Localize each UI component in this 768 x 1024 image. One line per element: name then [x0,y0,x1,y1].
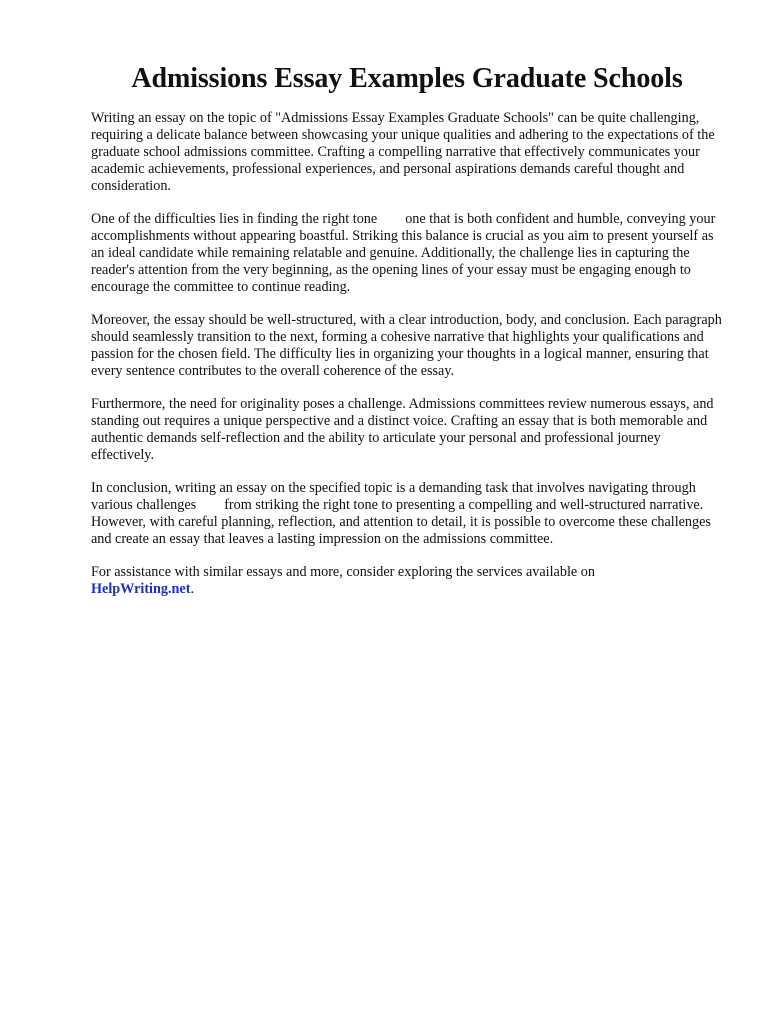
document-title: Admissions Essay Examples Graduate Schools [131,63,683,94]
helpwriting-link[interactable]: HelpWriting.net [91,581,191,597]
link-suffix: . [190,581,194,597]
tone-paragraph [91,211,723,296]
conclusion-paragraph [91,480,723,548]
assistance-paragraph [91,564,723,598]
tone-paragraph-lead: One of the difficulties lies in finding the right tone [91,211,378,227]
structure-paragraph: Moreover, the essay should be well-structured, with a clear introduction, body, and conclusion. Each paragraph should seamlessly transition to the next, forming a cohesive narrative that highlights your qualifications and passion for the chosen field. The difficulty lies in organizing your thoughts in a logical manner, ensuring that every sentence contributes to the overall coherence of the essay. [91,312,722,379]
tone-paragraph-rest: one that is both confident and humble, [405,211,624,227]
document-page [91,62,723,614]
conclusion-lead: In conclusion, writing an essay on the specified topic is a demanding task that involves navigating through various challenges [91,480,696,513]
assistance-text: For assistance with similar essays and more, consider exploring the services available on [91,564,595,580]
originality-paragraph: Furthermore, the need for originality poses a challenge. Admissions committees review numerous essays, and standing out requires a unique perspective and a distinct voice. Crafting an essay that is both memorable and authentic demands self-reflection and the ability to articulate your personal and professional journey effectively. [91,396,714,463]
tone-paragraph-body: conveying your accomplishments without appearing boastful. Striking this balance is crucial as you aim to present yourself as an ideal candidate while remaining relatable and genuine. Additionally, the challenge lies in capturing the reader's attention from the very beginning, as the opening lines of your essay must be engaging enough to encourage the committee to continue reading. [91,211,716,295]
conclusion-rest: from striking the right tone to presenting a compelling and well-structured narrative. However, with careful planning, reflection, and attention to detail, it is possible to overcome these challenges and create an essay that leaves a lasting impression on the admissions committee. [91,497,711,547]
intro-paragraph: Writing an essay on the topic of "Admissions Essay Examples Graduate Schools" can be quite challenging, requiring a delicate balance between showcasing your unique qualities and adhering to the expectations of the graduate school admissions committee. Crafting a compelling narrative that effectively communicates your academic achievements, professional experiences, and personal aspirations demands careful thought and consideration. [91,110,715,194]
